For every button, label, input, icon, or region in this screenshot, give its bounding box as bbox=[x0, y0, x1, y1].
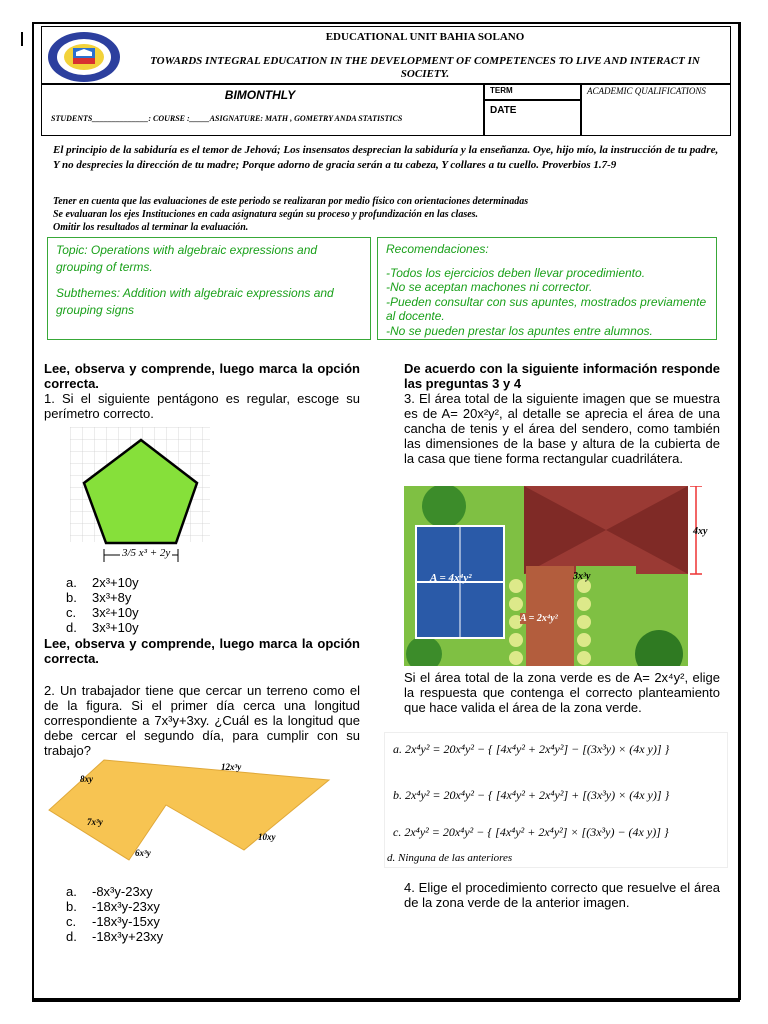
q2-option-a[interactable]: a. -8x³y-23xy bbox=[66, 884, 153, 899]
side-label: 8xy bbox=[80, 774, 93, 784]
q2-options bbox=[44, 884, 344, 944]
instruction-1: Lee, observa y comprende, luego marca la opción correcta. bbox=[44, 361, 360, 391]
school-logo bbox=[45, 30, 123, 84]
school-motto: TOWARDS INTEGRAL EDUCATION IN THE DEVELOPMENT OF COMPETENCES TO LIVE AND INTERACT IN SOCIETY. bbox=[150, 55, 700, 80]
equation-option-c[interactable]: c. 2x⁴y² = 20x⁴y² − { [4x⁴y² + 2x⁴y²] × [(3x³y) − (4x y)] } bbox=[393, 825, 669, 839]
question-3-b: Si el área total de la zona verde es de A= 2x⁴y², elige la respuesta que contenga el correcto planteamiento que hace valida el área de la zona verde. bbox=[404, 670, 720, 715]
equation-option-a[interactable]: a. 2x⁴y² = 20x⁴y² − { [4x⁴y² + 2x⁴y²] − [(3x³y) × (4x y)] } bbox=[393, 742, 670, 756]
roof-width-label: 3x³y bbox=[573, 571, 591, 582]
term-label: TERM bbox=[490, 86, 513, 95]
subthemes-text: Subthemes: Addition with algebraic expressions and grouping signs bbox=[56, 286, 334, 317]
polygon-figure bbox=[44, 755, 344, 870]
side-label: 6x³y bbox=[135, 848, 151, 858]
proverb-text: El principio de la sabiduría es el temor de Jehová; Los insensatos desprecian la sabiduría y la enseñanza. Oye, hijo mío, la instrucción de tu padre, Y no desprecies la dirección de tu madre; Porque adorno de gracia serán a tu cabeza, Y collares a tu cuello. Proverbios 1.7-9 bbox=[53, 144, 719, 171]
pentagon-side-label: 3/5 x³ + 2y bbox=[122, 547, 171, 559]
recommendations-title: Recomendaciones: bbox=[386, 242, 489, 256]
q1-options bbox=[44, 575, 344, 635]
path-area-label: A = 2x⁴y² bbox=[520, 613, 558, 624]
q2-option-b[interactable]: b. -18x³y-23xy bbox=[66, 899, 160, 914]
pentagon-figure bbox=[70, 427, 210, 567]
question-2: 2. Un trabajador tiene que cercar un terreno como el de la figura. Si el primer día cerca una longitud correspondiente a 7x³y+3xy. ¿Cuál es la longitud que debe cercar el segundo día, para cumplir con su trabajo? bbox=[44, 683, 360, 758]
note-1: Tener en cuenta que las evaluaciones de este periodo se realizaran por medio físico con orientaciones determinadas bbox=[53, 196, 529, 207]
equation-options bbox=[384, 732, 728, 868]
note-3: Omitir los resultados al terminar la evaluación. bbox=[53, 222, 249, 233]
bimonthly-title: BIMONTHLY bbox=[224, 88, 296, 102]
side-label: 10xy bbox=[258, 832, 276, 842]
students-line: STUDENTS______________: COURSE :_____ASIGNATURE: MATH , GOMETRY ANDA STATISTICS bbox=[51, 114, 403, 123]
recommendations-box bbox=[377, 237, 717, 340]
q2-option-c[interactable]: c. -18x³y-15xy bbox=[66, 914, 160, 929]
question-4: 4. Elige el procedimiento correcto que resuelve el área de la zona verde de la anterior imagen. bbox=[404, 880, 720, 910]
note-2: Se evaluaran los ejes Instituciones en cada asignatura según su proceso y profundización en las clases. bbox=[53, 209, 479, 220]
text-cursor bbox=[21, 32, 23, 46]
date-label: DATE bbox=[490, 105, 517, 116]
academic-label: ACADEMIC QUALIFICATIONS bbox=[587, 86, 706, 96]
side-label: 7x³y bbox=[87, 817, 103, 827]
equation-option-b[interactable]: b. 2x⁴y² = 20x⁴y² − { [4x⁴y² + 2x⁴y²] + [(3x³y) × (4x y)] } bbox=[393, 788, 670, 802]
questions-3-4-heading: De acuerdo con la siguiente información responde las preguntas 3 y 4 bbox=[404, 361, 720, 391]
equation-option-d[interactable]: d. Ninguna de las anteriores bbox=[387, 852, 513, 864]
q1-option-a[interactable]: a. 2x³+10y bbox=[66, 575, 139, 590]
bottom-rule bbox=[32, 1000, 740, 1002]
q1-option-b[interactable]: b. 3x³+8y bbox=[66, 590, 132, 605]
topic-text: Topic: Operations with algebraic expressions and grouping of terms. bbox=[56, 243, 318, 274]
roof-height-label: 4xy bbox=[693, 526, 708, 537]
question-3: 3. El área total de la siguiente imagen que se muestra es de A= 20x²y², al detalle se aprecia el área de una cancha de tenis y el área del sendero, como también las dimensiones de la base y altura de la cubierta de la casa que tiene forma rectangular cuadrilátera. bbox=[404, 391, 720, 466]
school-name: EDUCATIONAL UNIT BAHIA SOLANO bbox=[325, 31, 525, 43]
recommendation-item: -Pueden consultar con sus apuntes, mostrados previamente al docente. bbox=[386, 294, 707, 323]
recommendation-item: -No se aceptan machones ni corrector. bbox=[386, 280, 593, 294]
side-label: 12x³y bbox=[221, 762, 242, 772]
recommendation-item: -No se pueden prestar los apuntes entre alumnos. bbox=[386, 323, 653, 338]
recommendation-item: -Todos los ejercicios deben llevar procedimiento. bbox=[386, 265, 646, 280]
court-area-label: A = 4x⁴y² bbox=[430, 572, 472, 584]
q1-option-d[interactable]: d. 3x³+10y bbox=[66, 620, 139, 635]
question-1: 1. Si el siguiente pentágono es regular, escoge su perímetro correcto. bbox=[44, 391, 360, 421]
instruction-2: Lee, observa y comprende, luego marca la opción correcta. bbox=[44, 636, 360, 666]
q1-option-c[interactable]: c. 3x²+10y bbox=[66, 605, 139, 620]
topic-box bbox=[47, 237, 371, 340]
q2-option-d[interactable]: d. -18x³y+23xy bbox=[66, 929, 164, 944]
